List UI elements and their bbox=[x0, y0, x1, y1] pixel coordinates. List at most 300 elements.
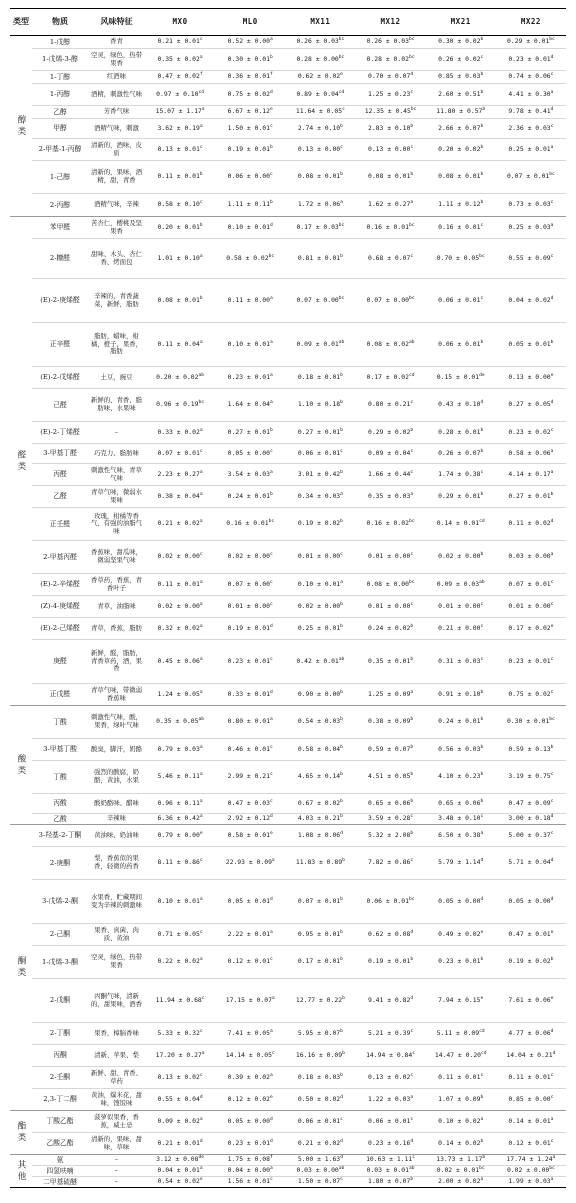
value-cell bbox=[145, 508, 215, 541]
value-cell bbox=[426, 1111, 496, 1133]
value-text: 0.59 ± 0.07 bbox=[367, 744, 411, 753]
value-text: 0.27 ± 0.05 bbox=[508, 400, 551, 409]
significance-letter: b bbox=[480, 772, 484, 778]
value-text: 0.02 ± 0.00 bbox=[157, 552, 200, 561]
substance-cell: 二甲基硫醚 bbox=[43, 1177, 77, 1186]
significance-letter: ab bbox=[408, 1166, 415, 1172]
significance-letter: c bbox=[340, 448, 343, 454]
significance-letter: d bbox=[410, 72, 414, 78]
significance-letter: ab bbox=[338, 1166, 345, 1172]
significance-letter: b bbox=[480, 798, 484, 804]
table-row bbox=[10, 924, 566, 946]
value-cell bbox=[285, 106, 355, 119]
value-text: 0.02 ± 0.01 bbox=[436, 1166, 480, 1175]
significance-letter: d bbox=[550, 814, 554, 820]
value-cell bbox=[426, 217, 496, 239]
significance-letter: bc bbox=[338, 54, 345, 60]
value-text: 0.27 ± 0.01 bbox=[227, 427, 270, 436]
value-text: 0.35 ± 0.05 bbox=[156, 717, 199, 726]
value-text: 0.89 ± 0.04 bbox=[296, 89, 339, 98]
value-text: 1.11 ± 0.11 bbox=[227, 200, 270, 209]
significance-letter: e bbox=[199, 1177, 203, 1183]
value-cell bbox=[426, 794, 496, 814]
value-text: 0.17 ± 0.02 bbox=[366, 372, 409, 381]
significance-letter: b bbox=[480, 957, 484, 963]
significance-letter: bc bbox=[549, 1166, 555, 1172]
significance-letter: a bbox=[270, 295, 273, 301]
value-cell bbox=[426, 1166, 496, 1177]
significance-letter: c bbox=[410, 1116, 414, 1122]
value-text: 12.35 ± 0.45 bbox=[364, 107, 411, 116]
value-cell bbox=[426, 1023, 496, 1045]
substance-cell: 2-丙醇 bbox=[49, 200, 71, 209]
substance-cell: (E)-2-丁烯醛 bbox=[40, 428, 80, 437]
value-cell bbox=[145, 139, 215, 161]
table-row bbox=[10, 541, 566, 574]
significance-letter: b bbox=[410, 427, 414, 433]
significance-letter: c bbox=[199, 929, 203, 935]
significance-letter: a bbox=[270, 400, 273, 406]
value-cell bbox=[145, 825, 215, 847]
significance-letter: c bbox=[480, 1072, 484, 1078]
category-cell: 其他 bbox=[16, 1159, 27, 1183]
significance-letter: bc bbox=[549, 172, 555, 178]
significance-letter: a bbox=[201, 107, 205, 113]
value-text: 0.16 ± 0.02 bbox=[366, 519, 409, 528]
value-text: 2.36 ± 0.03 bbox=[508, 123, 551, 132]
value-text: 17.20 ± 0.27 bbox=[155, 1050, 202, 1059]
value-text: 0.55 ± 0.04 bbox=[157, 1094, 200, 1103]
value-text: 0.07 ± 0.00 bbox=[366, 295, 409, 304]
significance-letter: d bbox=[410, 1138, 414, 1144]
substance-cell: 庚醛 bbox=[53, 657, 67, 666]
significance-letter: c bbox=[550, 427, 554, 433]
value-text: 0.19 ± 0.02 bbox=[297, 519, 341, 528]
value-cell bbox=[355, 618, 425, 640]
value-cell bbox=[496, 739, 566, 761]
value-text: 0.16 ± 0.01 bbox=[226, 519, 269, 528]
table-row bbox=[10, 739, 566, 761]
value-cell bbox=[145, 541, 215, 574]
significance-letter: b bbox=[340, 717, 343, 723]
value-cell bbox=[285, 761, 355, 794]
significance-letter: a bbox=[201, 1050, 205, 1056]
significance-letter: c bbox=[199, 144, 203, 150]
value-text: 0.49 ± 0.02 bbox=[438, 929, 481, 938]
significance-letter: b bbox=[480, 448, 484, 454]
substance-cell: 2,3-丁二酮 bbox=[43, 1095, 77, 1104]
header-row bbox=[10, 9, 566, 36]
significance-letter: a bbox=[199, 1116, 203, 1122]
value-cell bbox=[145, 794, 215, 814]
value-cell bbox=[145, 1133, 215, 1155]
significance-letter: a bbox=[340, 491, 343, 497]
value-cell bbox=[496, 464, 566, 486]
significance-letter: a bbox=[199, 798, 203, 804]
value-text: 0.17 ± 0.02 bbox=[508, 623, 551, 632]
category-cell: 酮类 bbox=[16, 956, 27, 979]
value-cell bbox=[426, 1177, 496, 1188]
significance-letter: c bbox=[271, 1050, 275, 1056]
value-cell bbox=[145, 1023, 215, 1045]
value-cell bbox=[215, 1155, 285, 1166]
value-cell bbox=[285, 596, 355, 618]
value-text: 0.27 ± 0.01 bbox=[297, 427, 341, 436]
significance-letter: c bbox=[550, 656, 554, 662]
value-text: 0.24 ± 0.01 bbox=[227, 491, 270, 500]
value-text: 0.97 ± 0.10 bbox=[156, 89, 199, 98]
flavor-cell: – bbox=[114, 1177, 119, 1186]
value-cell bbox=[215, 640, 285, 684]
value-text: 0.85 ± 0.00 bbox=[508, 1094, 551, 1103]
value-cell bbox=[355, 946, 425, 979]
significance-letter: a bbox=[199, 744, 203, 750]
significance-letter: c bbox=[480, 295, 484, 301]
value-cell bbox=[496, 1133, 566, 1155]
significance-letter: c bbox=[550, 123, 554, 129]
value-text: 3.62 ± 0.19 bbox=[157, 123, 200, 132]
significance-letter: b bbox=[480, 744, 484, 750]
table-row bbox=[10, 106, 566, 119]
substance-cell: 乙酸 bbox=[53, 814, 67, 823]
significance-letter: c bbox=[342, 107, 345, 113]
substance-cell: 甲醇 bbox=[53, 124, 67, 133]
value-text: 3.54 ± 0.03 bbox=[227, 469, 270, 478]
value-cell bbox=[215, 1111, 285, 1133]
significance-letter: b bbox=[480, 427, 484, 433]
table-row bbox=[10, 486, 566, 508]
value-text: 1.25 ± 0.09 bbox=[367, 689, 411, 698]
value-cell bbox=[355, 84, 425, 106]
value-cell bbox=[496, 422, 566, 444]
value-cell bbox=[426, 596, 496, 618]
substance-cell: 乙醛 bbox=[53, 492, 67, 501]
value-cell bbox=[145, 880, 215, 924]
value-text: 16.16 ± 0.09 bbox=[295, 1050, 343, 1059]
value-text: 2.00 ± 0.02 bbox=[438, 1177, 481, 1186]
header-sample: MX22 bbox=[496, 9, 566, 36]
value-text: 0.25 ± 0.01 bbox=[508, 144, 551, 153]
value-text: 0.33 ± 0.01 bbox=[227, 689, 270, 698]
value-text: 0.70 ± 0.07 bbox=[367, 72, 411, 81]
significance-letter: c bbox=[480, 623, 484, 629]
header-sample: MX12 bbox=[355, 9, 425, 36]
table-row bbox=[10, 684, 566, 706]
significance-letter: c bbox=[550, 830, 554, 836]
value-cell bbox=[496, 106, 566, 119]
flavor-cell: 香青 bbox=[110, 37, 123, 46]
value-text: 0.06 ± 0.01 bbox=[366, 896, 409, 905]
value-text: 0.14 ± 0.02 bbox=[438, 1138, 481, 1147]
significance-letter: de bbox=[479, 372, 485, 378]
value-cell bbox=[285, 36, 355, 49]
value-text: 4.14 ± 0.17 bbox=[508, 469, 551, 478]
value-cell bbox=[355, 847, 425, 880]
value-text: 0.39 ± 0.02 bbox=[227, 1072, 270, 1081]
significance-letter: b bbox=[410, 830, 414, 836]
significance-letter: b bbox=[482, 107, 486, 113]
value-text: 2.92 ± 0.12 bbox=[227, 814, 270, 823]
value-cell bbox=[145, 1045, 215, 1067]
value-text: 0.47 ± 0.03 bbox=[227, 798, 270, 807]
value-cell bbox=[355, 640, 425, 684]
value-cell bbox=[285, 924, 355, 946]
significance-letter: b bbox=[480, 491, 484, 497]
value-text: 1.24 ± 0.05 bbox=[157, 689, 200, 698]
significance-letter: b bbox=[480, 144, 484, 150]
value-text: 11.83 ± 0.89 bbox=[295, 858, 343, 867]
significance-letter: a bbox=[199, 957, 203, 963]
value-cell bbox=[496, 323, 566, 367]
value-cell bbox=[215, 574, 285, 596]
value-text: 14.47 ± 0.20 bbox=[434, 1050, 482, 1059]
value-text: 0.28 ± 0.01 bbox=[438, 427, 481, 436]
significance-letter: a bbox=[199, 54, 203, 60]
category-cell: 醛类 bbox=[16, 449, 27, 473]
flavor-cell: 酒精，刺激性气味 bbox=[90, 89, 143, 98]
value-cell bbox=[215, 84, 285, 106]
significance-letter: a bbox=[550, 552, 554, 558]
value-text: 0.13 ± 0.00 bbox=[367, 144, 411, 153]
table-row bbox=[10, 825, 566, 847]
value-cell bbox=[145, 1089, 215, 1111]
table-row bbox=[10, 847, 566, 880]
significance-letter: ab bbox=[198, 717, 205, 723]
value-cell bbox=[496, 279, 566, 323]
value-cell bbox=[426, 739, 496, 761]
significance-letter: b bbox=[199, 222, 203, 228]
substance-cell: 乙酸乙酯 bbox=[46, 1139, 74, 1148]
value-cell bbox=[285, 1155, 355, 1166]
significance-letter: b bbox=[270, 427, 273, 433]
substance-cell: 1-己醇 bbox=[49, 172, 71, 181]
value-text: 0.19 ± 0.01 bbox=[227, 623, 270, 632]
value-text: 7.61 ± 0.06 bbox=[508, 995, 551, 1004]
value-cell bbox=[355, 814, 425, 825]
value-text: 1.50 ± 0.07 bbox=[297, 1177, 341, 1186]
value-text: 14.94 ± 0.84 bbox=[366, 1050, 413, 1059]
significance-letter: cd bbox=[198, 89, 205, 95]
value-cell bbox=[355, 139, 425, 161]
significance-letter: c bbox=[410, 144, 414, 150]
value-text: 2.74 ± 0.10 bbox=[297, 123, 341, 132]
significance-letter: c bbox=[412, 1050, 416, 1056]
value-text: 0.17 ± 0.01 bbox=[297, 957, 341, 966]
significance-letter: a bbox=[270, 37, 273, 43]
value-text: 1.10 ± 0.18 bbox=[297, 400, 341, 409]
value-cell bbox=[496, 814, 566, 825]
value-text: 0.85 ± 0.03 bbox=[438, 72, 481, 81]
value-text: 0.29 ± 0.01 bbox=[438, 491, 481, 500]
substance-cell: (E)-2-己烯醛 bbox=[40, 624, 80, 633]
value-cell bbox=[215, 323, 285, 367]
value-cell bbox=[215, 684, 285, 706]
value-text: 4.03 ± 0.21 bbox=[297, 814, 341, 823]
value-cell bbox=[426, 847, 496, 880]
significance-letter: c bbox=[412, 1155, 416, 1161]
significance-letter: a bbox=[270, 1028, 273, 1034]
value-text: 0.96 ± 0.11 bbox=[157, 798, 200, 807]
value-cell bbox=[426, 761, 496, 794]
significance-letter: cd bbox=[481, 1050, 487, 1056]
significance-letter: d bbox=[550, 107, 554, 113]
significance-letter: c bbox=[270, 448, 273, 454]
value-text: 0.27 ± 0.01 bbox=[508, 491, 551, 500]
value-cell bbox=[426, 979, 496, 1023]
significance-letter: bc bbox=[338, 37, 345, 43]
value-text: 14.14 ± 0.05 bbox=[225, 1050, 272, 1059]
significance-letter: d bbox=[410, 929, 414, 935]
substance-cell: 3-羟基-2-丁酮 bbox=[38, 831, 82, 840]
significance-letter: d bbox=[550, 400, 554, 406]
value-cell bbox=[285, 217, 355, 239]
value-text: 12.77 ± 0.22 bbox=[295, 995, 343, 1004]
significance-letter: c bbox=[340, 144, 343, 150]
significance-letter: b bbox=[410, 623, 414, 629]
value-text: 0.26 ± 0.07 bbox=[438, 448, 481, 457]
value-text: 0.12 ± 0.01 bbox=[227, 957, 270, 966]
table-row bbox=[10, 239, 566, 279]
significance-letter: cd bbox=[338, 89, 345, 95]
significance-letter: bc bbox=[408, 222, 415, 228]
value-text: 0.11 ± 0.01 bbox=[157, 172, 200, 181]
flavor-cell: 清新、苹果、梨 bbox=[94, 1050, 139, 1059]
value-cell bbox=[426, 279, 496, 323]
value-cell bbox=[285, 618, 355, 640]
value-text: 6.36 ± 0.42 bbox=[157, 814, 200, 823]
significance-letter: c bbox=[199, 448, 203, 454]
value-text: 0.58 ± 0.04 bbox=[297, 744, 341, 753]
value-cell bbox=[285, 814, 355, 825]
significance-letter: d bbox=[550, 858, 554, 864]
value-text: 3.19 ± 0.75 bbox=[508, 772, 551, 781]
value-text: 1.66 ± 0.44 bbox=[367, 469, 411, 478]
value-text: 0.54 ± 0.03 bbox=[297, 717, 341, 726]
value-text: 1.75 ± 0.08 bbox=[227, 1155, 270, 1164]
value-cell bbox=[496, 194, 566, 217]
value-cell bbox=[145, 106, 215, 119]
significance-letter: a bbox=[199, 896, 203, 902]
value-text: 0.08 ± 0.01 bbox=[297, 172, 341, 181]
value-text: 0.06 ± 0.01 bbox=[367, 1116, 411, 1125]
header-sample: ML0 bbox=[215, 9, 285, 36]
significance-letter: bc bbox=[408, 519, 415, 525]
significance-letter: c bbox=[340, 1177, 343, 1183]
value-cell bbox=[426, 825, 496, 847]
significance-letter: d bbox=[270, 689, 273, 695]
value-text: 0.07 ± 0.01 bbox=[297, 896, 341, 905]
significance-letter: b bbox=[340, 814, 343, 820]
value-cell bbox=[355, 36, 425, 49]
value-text: 0.07 ± 0.00 bbox=[227, 579, 270, 588]
value-cell bbox=[145, 640, 215, 684]
significance-letter: a bbox=[199, 519, 203, 525]
flavor-cell: 刺激性气味，酸，果香，绿叶气味 bbox=[90, 713, 143, 729]
value-cell bbox=[496, 217, 566, 239]
value-cell bbox=[285, 847, 355, 880]
value-cell bbox=[426, 36, 496, 49]
flavor-cell: 青草，油脂味 bbox=[97, 601, 136, 610]
significance-letter: b bbox=[410, 717, 414, 723]
significance-letter: c bbox=[270, 123, 273, 129]
significance-letter: a bbox=[480, 830, 484, 836]
significance-letter: a bbox=[199, 772, 203, 778]
value-cell bbox=[355, 444, 425, 464]
value-cell bbox=[496, 444, 566, 464]
value-cell bbox=[426, 486, 496, 508]
substance-cell: 2-壬酮 bbox=[49, 1073, 71, 1082]
value-cell bbox=[355, 119, 425, 139]
significance-letter: a bbox=[340, 579, 343, 585]
value-cell bbox=[215, 1089, 285, 1111]
value-cell bbox=[496, 825, 566, 847]
value-text: 0.29 ± 0.01 bbox=[506, 37, 550, 46]
significance-letter: a bbox=[199, 689, 203, 695]
value-cell bbox=[215, 194, 285, 217]
value-text: 9.78 ± 0.41 bbox=[508, 107, 551, 116]
value-cell bbox=[426, 684, 496, 706]
value-cell bbox=[285, 640, 355, 684]
significance-letter: c bbox=[270, 957, 273, 963]
significance-letter: bc bbox=[410, 107, 417, 113]
value-text: 0.80 ± 0.21 bbox=[367, 400, 411, 409]
value-cell bbox=[496, 486, 566, 508]
substance-cell: 2-戊酮 bbox=[49, 996, 71, 1005]
value-text: 0.16 ± 0.01 bbox=[438, 222, 481, 231]
table-row bbox=[10, 194, 566, 217]
significance-letter: ab bbox=[408, 339, 415, 345]
header-sample: MX21 bbox=[426, 9, 496, 36]
value-text: 0.04 ± 0.01 bbox=[157, 1166, 200, 1175]
significance-letter: c bbox=[410, 858, 414, 864]
value-cell bbox=[215, 119, 285, 139]
header-flavor: 风味特征 bbox=[88, 9, 145, 36]
flavor-cell: 土豆，豌豆 bbox=[100, 372, 133, 381]
table-row bbox=[10, 508, 566, 541]
value-cell bbox=[145, 739, 215, 761]
value-cell bbox=[215, 1045, 285, 1067]
value-text: 1.25 ± 0.23 bbox=[367, 89, 411, 98]
value-text: 0.21 ± 0.01 bbox=[157, 1138, 200, 1147]
significance-letter: b bbox=[410, 656, 414, 662]
value-cell bbox=[145, 389, 215, 422]
value-text: 0.74 ± 0.06 bbox=[508, 72, 551, 81]
significance-letter: d bbox=[340, 1094, 343, 1100]
value-text: 0.14 ± 0.01 bbox=[508, 1116, 551, 1125]
significance-letter: b bbox=[410, 123, 414, 129]
value-text: 0.33 ± 0.02 bbox=[157, 427, 200, 436]
significance-letter: b bbox=[340, 798, 343, 804]
value-text: 0.25 ± 0.03 bbox=[508, 222, 551, 231]
value-text: 2.60 ± 0.51 bbox=[438, 89, 481, 98]
value-cell bbox=[426, 194, 496, 217]
substance-cell: 丙醛 bbox=[53, 470, 67, 479]
value-cell bbox=[145, 1177, 215, 1188]
substance-cell: 丁酸 bbox=[53, 772, 67, 781]
value-text: 0.07 ± 0.01 bbox=[508, 579, 551, 588]
significance-letter: b bbox=[340, 1028, 343, 1034]
table-row bbox=[10, 161, 566, 194]
value-text: 0.15 ± 0.01 bbox=[436, 372, 480, 381]
significance-letter: a bbox=[550, 89, 554, 95]
value-cell bbox=[285, 161, 355, 194]
value-text: 0.30 ± 0.01 bbox=[506, 717, 550, 726]
significance-letter: b bbox=[410, 798, 414, 804]
significance-letter: a bbox=[270, 1072, 273, 1078]
table-row bbox=[10, 946, 566, 979]
value-cell bbox=[355, 239, 425, 279]
significance-letter: a bbox=[199, 656, 203, 662]
